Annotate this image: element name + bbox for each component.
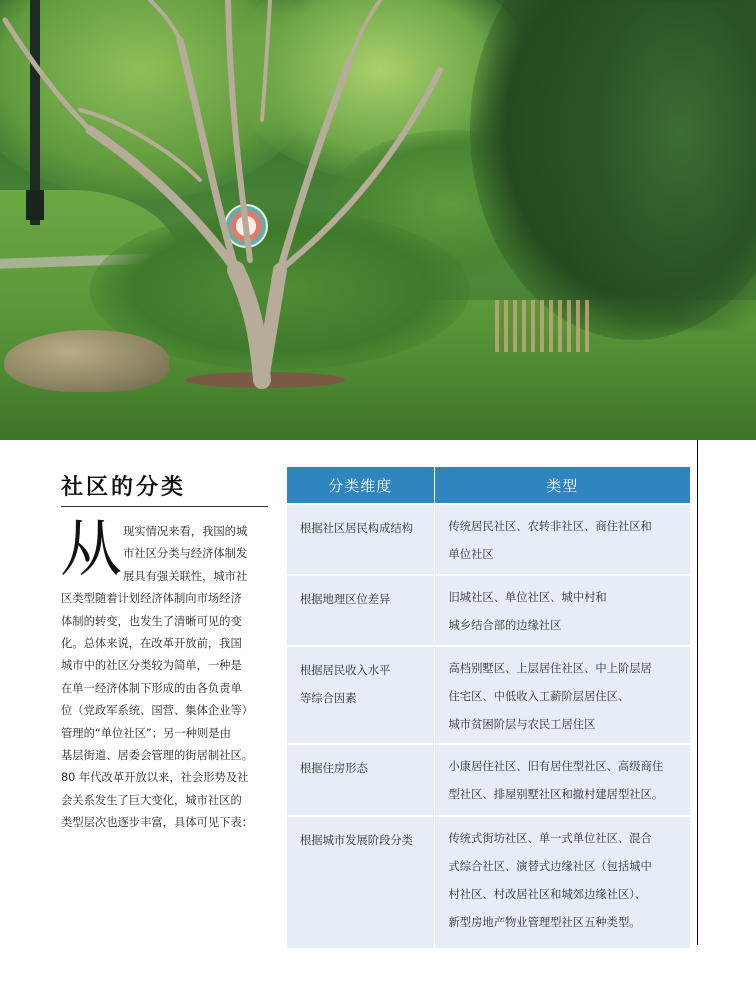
intro-line: 基层街道、居委会管理的街居制社区。 xyxy=(61,749,254,763)
cell-line: 根据居民收入水平 xyxy=(300,664,391,677)
intro-line: 类型层次也逐步丰富，具体可见下表： xyxy=(61,816,254,830)
intro-line: 管理的“单位社区”；另一种则是由 xyxy=(61,726,231,740)
dimension-cell xyxy=(287,816,434,948)
intro-line: 在单一经济体制下形成的由各负责单 xyxy=(61,681,242,695)
dimension-cell xyxy=(287,744,434,816)
intro-line: 化。总体来说，在改革开放前，我国 xyxy=(61,637,242,651)
tree-icon xyxy=(0,0,756,440)
type-cell xyxy=(434,646,690,744)
cell-line: 根据社区居民构成结构 xyxy=(300,522,413,535)
type-cell xyxy=(434,504,690,575)
cell-line: 住宅区、中低收入工薪阶层居住区、 xyxy=(448,690,630,703)
cell-line: 根据城市发展阶段分类 xyxy=(300,834,413,847)
title-divider xyxy=(61,506,268,507)
cell-line: 高档别墅区、上层居住社区、中上阶层居 xyxy=(448,662,652,675)
cell-line: 型社区、排屋别墅社区和撤村建居型社区。 xyxy=(448,788,664,801)
type-cell xyxy=(434,816,690,948)
cell-line: 村社区、村改居社区和城郊边缘社区）、 xyxy=(448,888,647,901)
page-edge-rule xyxy=(697,440,698,945)
cell-line: 小康居住社区、旧有居住型社区、高级商住 xyxy=(448,760,664,773)
header-type: 类型 xyxy=(434,467,690,504)
cell-line: 城市贫困阶层与农民工居住区 xyxy=(448,718,596,731)
intro-line: 现实情况来看，我国的城 xyxy=(123,525,248,538)
cell-line: 传统式街坊社区、单一式单位社区、混合 xyxy=(448,832,652,845)
table-row xyxy=(287,744,690,816)
intro-line: 市社区分类与经济体制发 xyxy=(123,547,248,561)
cell-line: 式综合社区、演替式边缘社区（包括城中 xyxy=(448,860,652,873)
table-header-row xyxy=(287,467,690,504)
cell-line: 等综合因素 xyxy=(300,692,357,705)
cell-line: 单位社区 xyxy=(448,548,494,561)
type-cell xyxy=(434,575,690,646)
intro-line: 展具有强关联性，城市社 xyxy=(123,569,248,583)
hero-garden-photo xyxy=(0,0,756,440)
cell-line: 城乡结合部的边缘社区 xyxy=(448,619,562,632)
dimension-cell xyxy=(287,504,434,575)
cell-line: 根据住房形态 xyxy=(300,762,368,775)
section-title: 社区的分类 xyxy=(61,475,187,500)
cell-line: 根据地理区位差异 xyxy=(300,593,391,606)
intro-paragraph xyxy=(61,521,268,835)
table-row xyxy=(287,816,690,948)
table-row xyxy=(287,575,690,646)
drop-cap: 从 xyxy=(60,512,123,585)
intro-line: 80 年代改革开放以来，社会形势及社 xyxy=(61,771,249,785)
intro-line: 区类型随着计划经济体制向市场经济 xyxy=(61,592,242,606)
cell-line: 旧城社区、单位社区、城中村和 xyxy=(448,591,607,604)
cell-line: 传统居民社区、农转非社区、商住社区和 xyxy=(448,520,652,533)
classification-table xyxy=(287,467,690,948)
intro-line: 会关系发生了巨大变化，城市社区的 xyxy=(61,793,242,807)
dimension-cell xyxy=(287,646,434,744)
intro-line: 体制的转变，也发生了清晰可见的变 xyxy=(61,614,242,628)
dimension-cell xyxy=(287,575,434,646)
table-row xyxy=(287,646,690,744)
table-row xyxy=(287,504,690,575)
cell-line: 新型房地产物业管理型社区五种类型。 xyxy=(448,916,641,929)
type-cell xyxy=(434,744,690,816)
header-dimension: 分类维度 xyxy=(287,467,434,504)
intro-line: 城市中的社区分类较为简单，一种是 xyxy=(61,659,242,673)
intro-line: 位（党政军系统、国营、集体企业等） xyxy=(61,704,254,718)
